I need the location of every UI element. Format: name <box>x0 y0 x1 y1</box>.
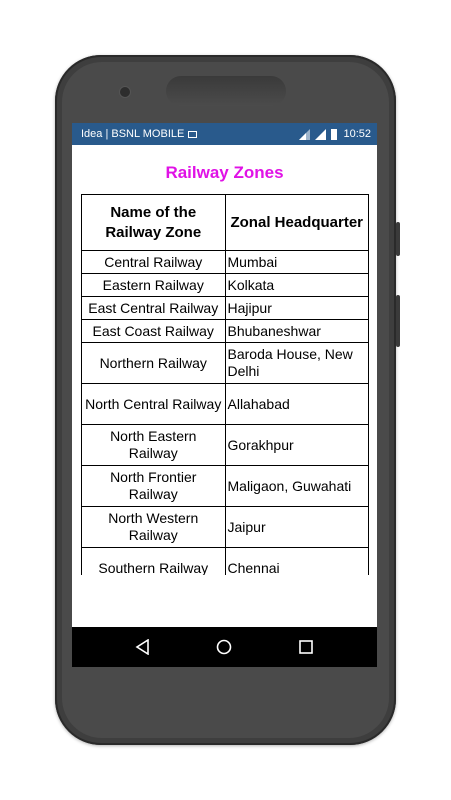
table-row <box>82 466 369 507</box>
table-row <box>82 320 369 343</box>
hq-cell: Baroda House, New Delhi <box>225 343 369 384</box>
back-button[interactable] <box>134 638 152 656</box>
zone-cell: North Central Railway <box>82 384 226 425</box>
zone-cell: Central Railway <box>82 251 226 274</box>
volume-button <box>396 295 400 347</box>
hq-cell: Chennai <box>225 548 369 576</box>
hq-cell: Hajipur <box>225 297 369 320</box>
recents-icon <box>298 639 314 655</box>
zone-cell: Southern Railway <box>82 548 226 576</box>
hq-cell: Kolkata <box>225 274 369 297</box>
battery-icon <box>331 129 337 140</box>
table-row <box>82 548 369 576</box>
zone-cell: East Coast Railway <box>82 320 226 343</box>
table-row <box>82 425 369 466</box>
navigation-bar <box>72 627 377 667</box>
zone-cell: North Western Railway <box>82 507 226 548</box>
zones-table-scroll[interactable] <box>81 194 369 575</box>
table-row <box>82 507 369 548</box>
hq-cell: Jaipur <box>225 507 369 548</box>
clock: 10:52 <box>343 128 371 140</box>
table-row <box>82 274 369 297</box>
header-zonal-headquarter: Zonal Headquarter <box>225 195 369 251</box>
hq-cell: Allahabad <box>225 384 369 425</box>
page-title: Railway Zones <box>165 163 284 182</box>
table-row <box>82 343 369 384</box>
zone-cell: Eastern Railway <box>82 274 226 297</box>
zone-cell: East Central Railway <box>82 297 226 320</box>
table-row <box>82 384 369 425</box>
hq-cell: Gorakhpur <box>225 425 369 466</box>
zone-cell: North Eastern Railway <box>82 425 226 466</box>
zone-cell: Northern Railway <box>82 343 226 384</box>
zones-table <box>81 194 369 575</box>
header-zone-name: Name of the Railway Zone <box>82 195 226 251</box>
back-icon <box>135 639 151 655</box>
home-icon <box>216 639 232 655</box>
table-row <box>82 297 369 320</box>
wifi-signal-icon <box>299 129 310 140</box>
zone-cell: North Frontier Railway <box>82 466 226 507</box>
screen <box>72 123 377 667</box>
front-camera-icon <box>119 86 131 98</box>
speaker-grille <box>166 76 286 106</box>
cell-signal-icon <box>315 129 326 140</box>
hq-cell: Maligaon, Guwahati <box>225 466 369 507</box>
image-icon <box>188 131 197 138</box>
power-button <box>396 222 400 256</box>
carrier-label: Idea | BSNL MOBILE <box>81 128 185 140</box>
table-row <box>82 251 369 274</box>
hq-cell: Bhubaneshwar <box>225 320 369 343</box>
status-bar <box>72 123 377 145</box>
table-header-row <box>82 195 369 251</box>
recents-button[interactable] <box>297 638 315 656</box>
home-button[interactable] <box>215 638 233 656</box>
hq-cell: Mumbai <box>225 251 369 274</box>
